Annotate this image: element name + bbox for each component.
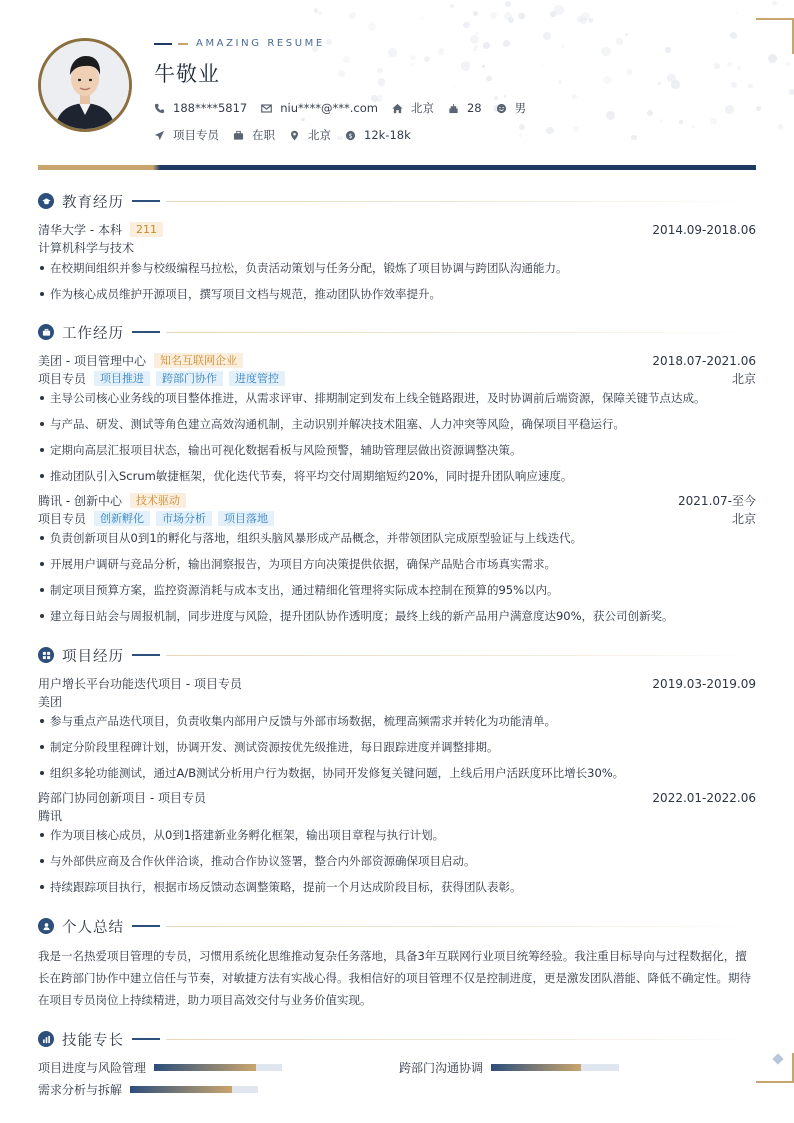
coin-icon <box>345 130 356 141</box>
age-text: 28 <box>466 101 482 115</box>
section-summary <box>38 917 756 935</box>
section-work <box>38 323 756 341</box>
section-title: 教育经历 <box>62 194 124 211</box>
smile-icon <box>496 103 507 114</box>
target-city-text: 北京 <box>308 128 331 142</box>
list-item: 参与重点产品迭代项目，负责收集内部用户反馈与外部市场数据，梳理高频需求并转化为功能清单。 <box>38 713 756 729</box>
candidate-name: 牛敬业 <box>154 62 220 86</box>
send-icon <box>154 130 165 141</box>
skill-tag: 项目落地 <box>218 511 274 526</box>
list-item: 定期向高层汇报项目状态，输出可视化数据看板与风险预警，辅助管理层做出资源调整决策。 <box>38 442 756 458</box>
list-item: 作为项目核心成员，从0到1搭建新业务孵化框架，输出项目章程与执行计划。 <box>38 827 756 843</box>
job-role: 项目专员 <box>38 512 87 526</box>
person-portrait-icon <box>41 41 129 129</box>
list-item: 与外部供应商及合作伙伴洽谈，推动合作协议签署，整合内外部资源确保项目启动。 <box>38 853 756 869</box>
work-period: 2021.07-至今 <box>678 494 756 508</box>
skill-name: 需求分析与拆解 <box>38 1083 123 1097</box>
company-name: 腾讯 - 创新中心 <box>38 494 122 508</box>
project-period: 2022.01-2022.06 <box>652 790 756 805</box>
email-item <box>261 101 378 115</box>
project-org-row <box>38 807 756 824</box>
section-title: 技能专长 <box>62 1032 124 1049</box>
list-item: 在校期间组织并参与校级编程马拉松，负责活动策划与任务分配，锻炼了项目协调与跨团队沟通能力。 <box>38 260 756 276</box>
section-education <box>38 192 756 210</box>
contact-row <box>154 100 540 116</box>
position-text: 项目专员 <box>173 128 219 142</box>
skill-name: 项目进度与风险管理 <box>38 1061 147 1075</box>
salary-text: 12k-18k <box>364 128 411 142</box>
list-item: 负责创新项目从0到1的孵化与落地，组织头脑风暴形成产品概念，并带领团队完成原型验证与上线迭代。 <box>38 530 756 546</box>
list-item: 与产品、研发、测试等角色建立高效沟通机制，主动识别并解决技术阻塞、人力冲突等风险，确保项目平稳运行。 <box>38 416 756 432</box>
resume-header <box>38 36 758 166</box>
status-text: 在职 <box>252 128 275 142</box>
list-item: 作为核心成员维护开源项目，撰写项目文档与规范，推动团队协作效率提升。 <box>38 286 756 302</box>
corner-decoration-top <box>756 18 794 54</box>
phone-item <box>154 101 247 115</box>
salary-item <box>345 128 411 142</box>
work-city: 北京 <box>731 512 756 526</box>
list-item: 建立每日站会与周报机制，同步进度与风险，提升团队协作透明度；最终上线的新产品用户满意度达90%，获公司创新奖。 <box>38 608 756 624</box>
project-period: 2019.03-2019.09 <box>652 676 756 691</box>
project-header <box>38 675 756 692</box>
skill-tag: 进度管控 <box>229 371 285 386</box>
job-role: 项目专员 <box>38 372 87 386</box>
work-header <box>38 352 756 369</box>
work-period: 2018.07-2021.06 <box>652 353 756 368</box>
header-divider <box>38 165 756 170</box>
skill-tag: 市场分析 <box>156 511 212 526</box>
section-projects <box>38 646 756 664</box>
user-icon <box>38 918 54 934</box>
list-item: 开展用户调研与竞品分析，输出洞察报告，为项目方向决策提供依据，确保产品贴合市场真实需求。 <box>38 556 756 572</box>
email-text: niu****@***.com <box>280 101 378 115</box>
svg-text:$: $ <box>348 131 353 140</box>
company-tag: 技术驱动 <box>130 493 186 508</box>
list-item: 主导公司核心业务线的项目整体推进，从需求评审、排期制定到发布上线全链路跟进，及时协调前后端资源，保障关键节点达成。 <box>38 390 756 406</box>
project-title: 跨部门协同创新项目 - 项目专员 <box>38 791 206 805</box>
work-city: 北京 <box>731 372 756 386</box>
home-icon <box>392 103 403 114</box>
location-item <box>392 100 434 116</box>
summary-text: 我是一名热爱项目管理的专员，习惯用系统化思维推动复杂任务落地，具备3年互联网行业项目统筹经验。我注重目标导向与过程数据化，擅长在跨部门协作中建立信任与节奏，对敏捷方法有实战心得。我相信好的项目管理不仅是控制进度，更是激发团队潜能、降低不确定性。期待在项目专员岗位上持续精进，助力项目高效交付与业务价值实现。 <box>38 949 751 1007</box>
age-item <box>448 101 482 115</box>
section-title: 工作经历 <box>62 325 124 342</box>
briefcase-icon <box>38 324 54 340</box>
education-header <box>38 221 756 238</box>
avatar <box>38 38 132 132</box>
map-pin-icon <box>289 130 300 141</box>
list-item: 持续跟踪项目执行，根据市场反馈动态调整策略，提前一个月达成阶段目标，获得团队表彰。 <box>38 879 756 895</box>
project-org: 腾讯 <box>38 809 63 823</box>
list-item: 推动团队引入Scrum敏捷框架，优化迭代节奏，将平均交付周期缩短约20%，同时提升团队响应速度。 <box>38 468 756 484</box>
skill-tag: 跨部门协作 <box>156 371 223 386</box>
skill-bar <box>130 1086 258 1093</box>
skill-item <box>38 1081 258 1098</box>
work-role-row <box>38 370 756 387</box>
list-item: 组织多轮功能测试，通过A/B测试分析用户行为数据，协同开发修复关键问题，上线后用户活跃度环比增长30%。 <box>38 765 756 781</box>
skill-item <box>38 1059 282 1076</box>
school-tag: 211 <box>130 222 163 237</box>
school-name: 清华大学 - 本科 <box>38 223 122 237</box>
company-name: 美团 - 项目管理中心 <box>38 354 146 368</box>
briefcase-icon <box>233 130 244 141</box>
major: 计算机科学与技术 <box>38 241 135 255</box>
chart-icon <box>38 1031 54 1047</box>
section-skills <box>38 1030 756 1048</box>
company-tag: 知名互联网企业 <box>154 353 243 368</box>
gender-text: 男 <box>514 101 527 115</box>
phone-icon <box>154 103 165 114</box>
project-org-row <box>38 693 756 710</box>
phone-text: 188****5817 <box>173 101 248 115</box>
job-intent-row <box>154 127 425 143</box>
graduation-cap-icon <box>38 193 54 209</box>
skill-tag: 项目推进 <box>94 371 150 386</box>
section-title: 个人总结 <box>62 919 124 936</box>
skill-bar <box>154 1064 282 1071</box>
list-item: 制定项目预算方案，监控资源消耗与成本支出，通过精细化管理将实际成本控制在预算的95%以内。 <box>38 582 756 598</box>
cake-icon <box>448 103 459 114</box>
status-item <box>233 127 275 143</box>
brand-label: AMAZING RESUME <box>154 38 325 49</box>
work-header <box>38 492 756 509</box>
major-row <box>38 239 756 256</box>
work-role-row <box>38 510 756 527</box>
project-title: 用户增长平台功能迭代项目 - 项目专员 <box>38 677 242 691</box>
location-text: 北京 <box>410 101 434 115</box>
skill-name: 跨部门沟通协调 <box>399 1061 484 1075</box>
position-item <box>154 127 219 143</box>
skill-tag: 创新孵化 <box>94 511 150 526</box>
list-item: 制定分阶段里程碑计划，协调开发、测试资源按优先级推进，每日跟踪进度并调整排期。 <box>38 739 756 755</box>
skill-item <box>399 1059 619 1076</box>
project-org: 美团 <box>38 695 63 709</box>
section-title: 项目经历 <box>62 648 124 665</box>
grid-icon <box>38 647 54 663</box>
skill-bar <box>491 1064 619 1071</box>
project-header <box>38 789 756 806</box>
target-city-item <box>289 127 331 143</box>
education-period: 2014.09-2018.06 <box>652 222 756 237</box>
gender-item <box>496 100 527 116</box>
mail-icon <box>261 103 272 114</box>
